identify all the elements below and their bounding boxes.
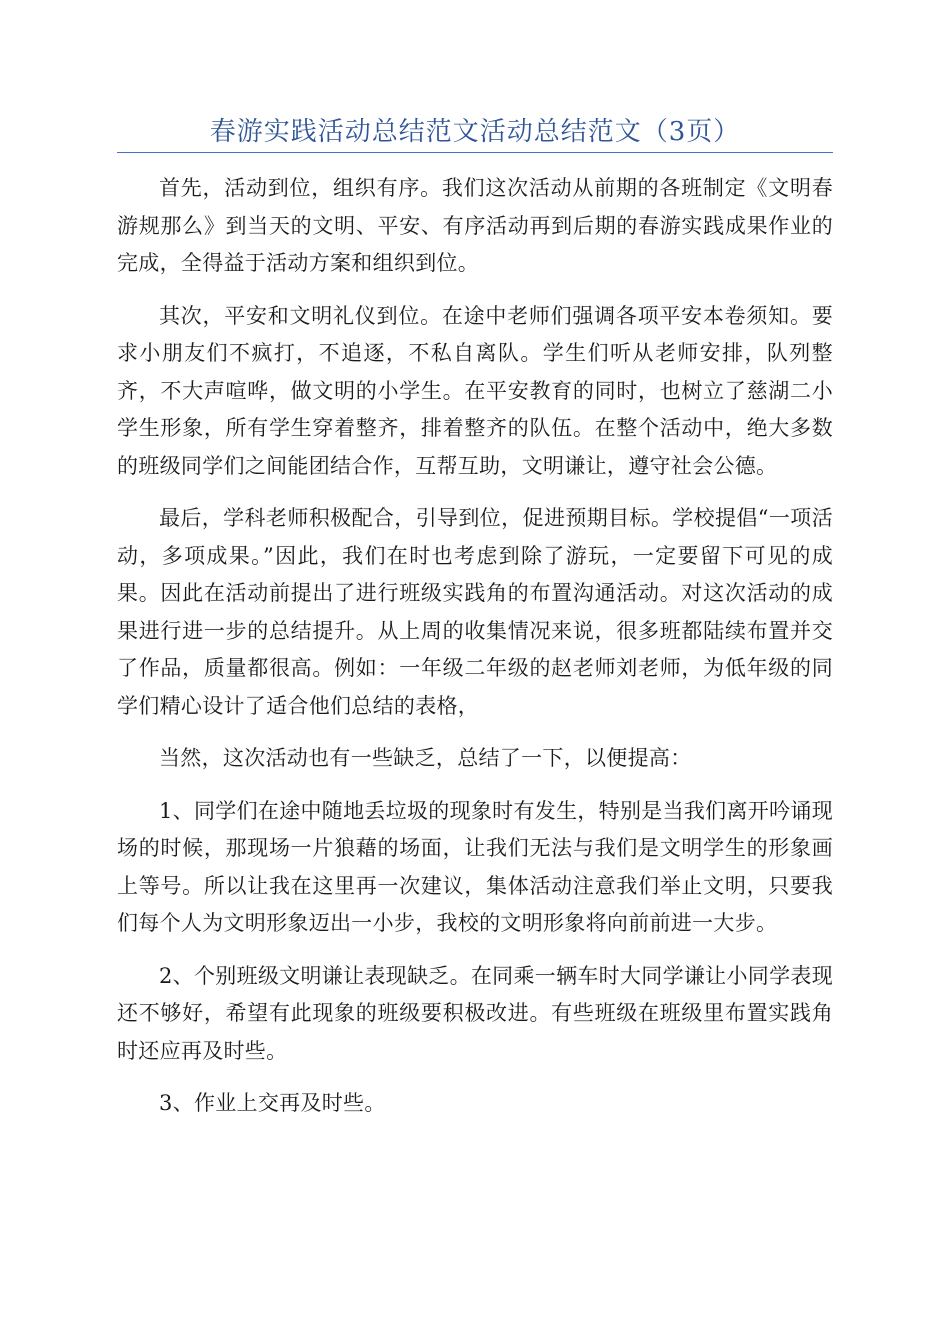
document-body [117,170,833,1138]
paragraph-last: 最后，学科老师积极配合，引导到位，促进预期目标。学校提倡“一项活动，多项成果。”因此，我们在时也考虑到除了游玩，一定要留下可见的成果。因此在活动前提出了进行班级实践角的布置沟通活动。对这次活动的成果进行进一步的总结提升。从上周的收集情况来说，很多班都陆续布置并交了作品，质量都很高。例如：一年级二年级的赵老师刘老师，为低年级的同学们精心设计了适合他们总结的表格， [117,506,833,718]
paragraph-first: 首先，活动到位，组织有序。我们这次活动从前期的各班制定《文明春游规那么》到当天的文明、平安、有序活动再到后期的春游实践成果作业的完成，全得益于活动方案和组织到位。 [117,176,833,275]
document-title: 春游实践活动总结范文活动总结范文（3页） [209,117,741,147]
list-item-3: 3、作业上交再及时些。 [159,1091,386,1115]
paragraph-second: 其次，平安和文明礼仪到位。在途中老师们强调各项平安本卷须知。要求小朋友们不疯打，不追逐，不私自离队。学生们听从老师安排，队列整齐，不大声喧哗，做文明的小学生。在平安教育的同时，也树立了慈湖二小学生形象，所有学生穿着整齐，排着整齐的队伍。在整个活动中，绝大多数的班级同学们之间能团结合作，互帮互助，文明谦让，遵守社会公德。 [117,303,833,478]
title-underline [117,152,833,153]
paragraph-shortcomings-intro: 当然，这次活动也有一些缺乏，总结了一下，以便提高： [159,746,692,770]
list-item-2: 2、个别班级文明谦让表现缺乏。在同乘一辆车时大同学谦让小同学表现还不够好，希望有此现象的班级要积极改进。有些班级在班级里布置实践角时还应再及时些。 [117,963,833,1063]
list-item-1: 1、同学们在途中随地丢垃圾的现象时有发生，特别是当我们离开吟诵现场的时候，那现场一片狼藉的场面，让我们无法与我们是文明学生的形象画上等号。所以让我在这里再一次建议，集体活动注意我们举止文明，只要我们每个人为文明形象迈出一小步，我校的文明形象将向前前进一大步。 [117,798,833,935]
